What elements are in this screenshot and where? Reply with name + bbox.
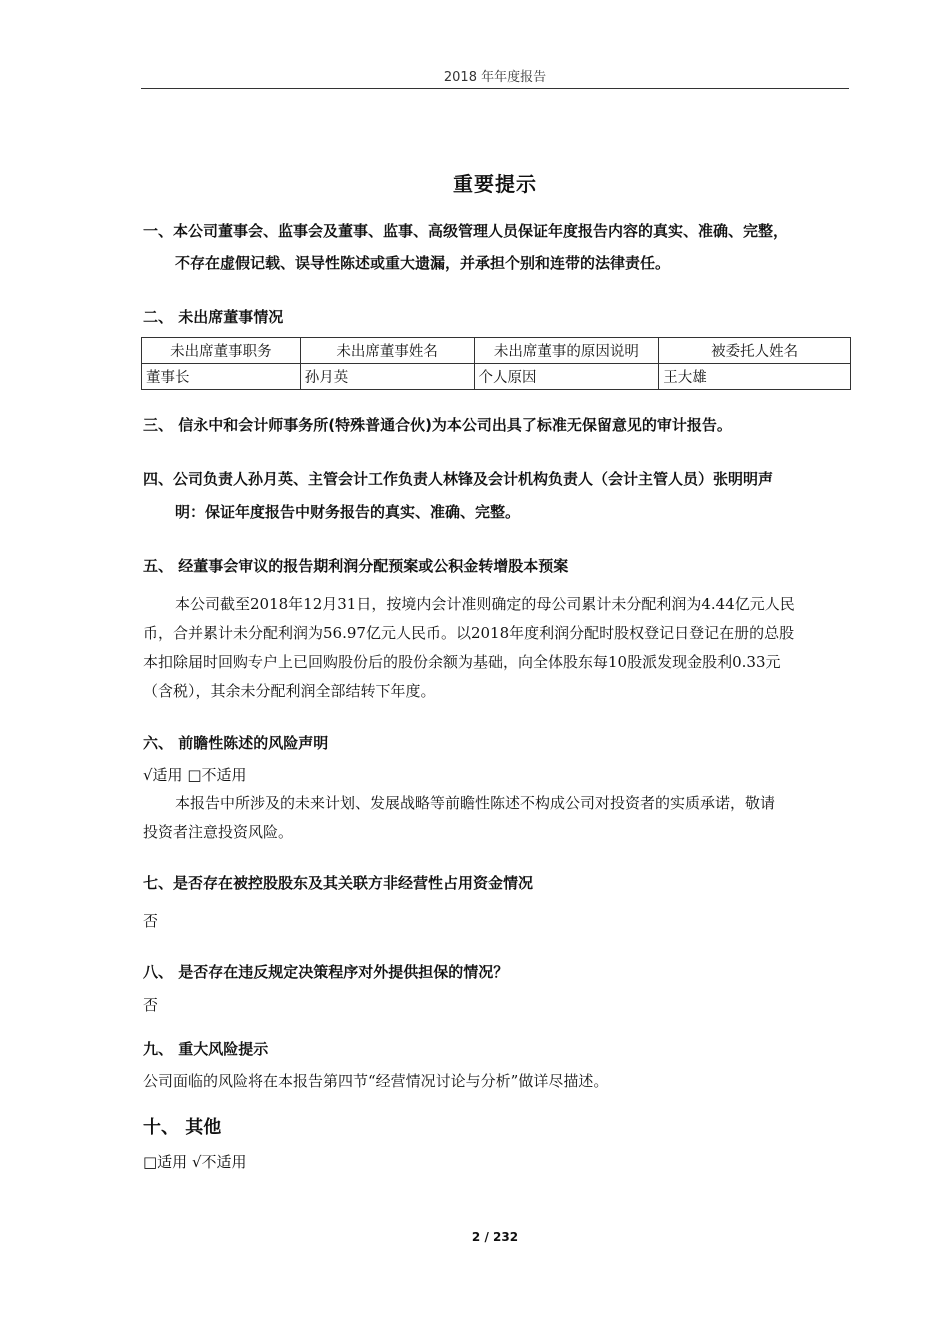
section-6-applicability: √适用 □不适用 xyxy=(143,766,247,784)
section-8-answer: 否 xyxy=(143,996,159,1014)
table-cell: 孙月英 xyxy=(300,364,474,390)
section-4-line-2: 明：保证年度报告中财务报告的真实、准确、完整。 xyxy=(175,503,521,521)
page-title: 重要提示 xyxy=(453,172,537,196)
header-divider xyxy=(141,88,849,89)
section-2-heading: 二、 未出席董事情况 xyxy=(143,308,284,326)
section-10-heading: 十、 其他 xyxy=(143,1117,222,1138)
section-7-heading: 七、是否存在被控股股东及其关联方非经营性占用资金情况 xyxy=(143,874,534,892)
table-header-row xyxy=(142,338,851,364)
section-6-paragraph-line: 投资者注意投资风险。 xyxy=(143,823,294,841)
section-5-paragraph-line: （含税），其余未分配利润全部结转下年度。 xyxy=(143,682,436,700)
section-6-paragraph-line: 本报告中所涉及的未来计划、发展战略等前瞻性陈述不构成公司对投资者的实质承诺，敬请 xyxy=(175,794,776,812)
section-3-text: 三、 信永中和会计师事务所(特殊普通合伙)为本公司出具了标准无保留意见的审计报告。 xyxy=(143,416,732,434)
table-header-cell: 被委托人姓名 xyxy=(659,338,851,364)
table-header-cell: 未出席董事的原因说明 xyxy=(474,338,659,364)
section-8-heading: 八、 是否存在违反规定决策程序对外提供担保的情况？ xyxy=(143,963,509,981)
table-cell: 王大雄 xyxy=(659,364,851,390)
section-9-heading: 九、 重大风险提示 xyxy=(143,1040,269,1058)
section-5-paragraph-line: 本公司截至2018年12月31日，按境内会计准则确定的母公司累计未分配利润为4.44亿元人民 xyxy=(175,595,795,613)
section-9-text: 公司面临的风险将在本报告第四节“经营情况讨论与分析”做详尽描述。 xyxy=(143,1072,609,1090)
page-header: 2018 年年度报告 xyxy=(443,70,547,85)
absent-directors-table xyxy=(141,337,851,390)
section-1-line-1: 一、本公司董事会、监事会及董事、监事、高级管理人员保证年度报告内容的真实、准确、完整， xyxy=(143,222,789,240)
section-5-paragraph-line: 币，合并累计未分配利润为56.97亿元人民币。以2018年度利润分配时股权登记日登记在册的总股 xyxy=(143,624,795,642)
section-4-line-1: 四、公司负责人孙月英、主管会计工作负责人林锋及会计机构负责人（会计主管人员）张明明声 xyxy=(143,470,774,488)
section-10-applicability: □适用 √不适用 xyxy=(143,1153,247,1171)
section-6-heading: 六、 前瞻性陈述的风险声明 xyxy=(143,734,329,752)
table-row xyxy=(142,364,851,390)
table-header-cell: 未出席董事职务 xyxy=(142,338,301,364)
section-5-paragraph-line: 本扣除届时回购专户上已回购股份后的股份余额为基础，向全体股东每10股派发现金股利0.33元 xyxy=(143,653,781,671)
section-1-line-2: 不存在虚假记载、误导性陈述或重大遗漏，并承担个别和连带的法律责任。 xyxy=(175,254,671,272)
section-7-answer: 否 xyxy=(143,912,159,930)
table-cell: 个人原因 xyxy=(474,364,659,390)
section-5-heading: 五、 经董事会审议的报告期利润分配预案或公积金转增股本预案 xyxy=(143,557,569,575)
table-header-cell: 未出席董事姓名 xyxy=(300,338,474,364)
page-number: 2 / 232 xyxy=(471,1230,519,1244)
table-cell: 董事长 xyxy=(142,364,301,390)
